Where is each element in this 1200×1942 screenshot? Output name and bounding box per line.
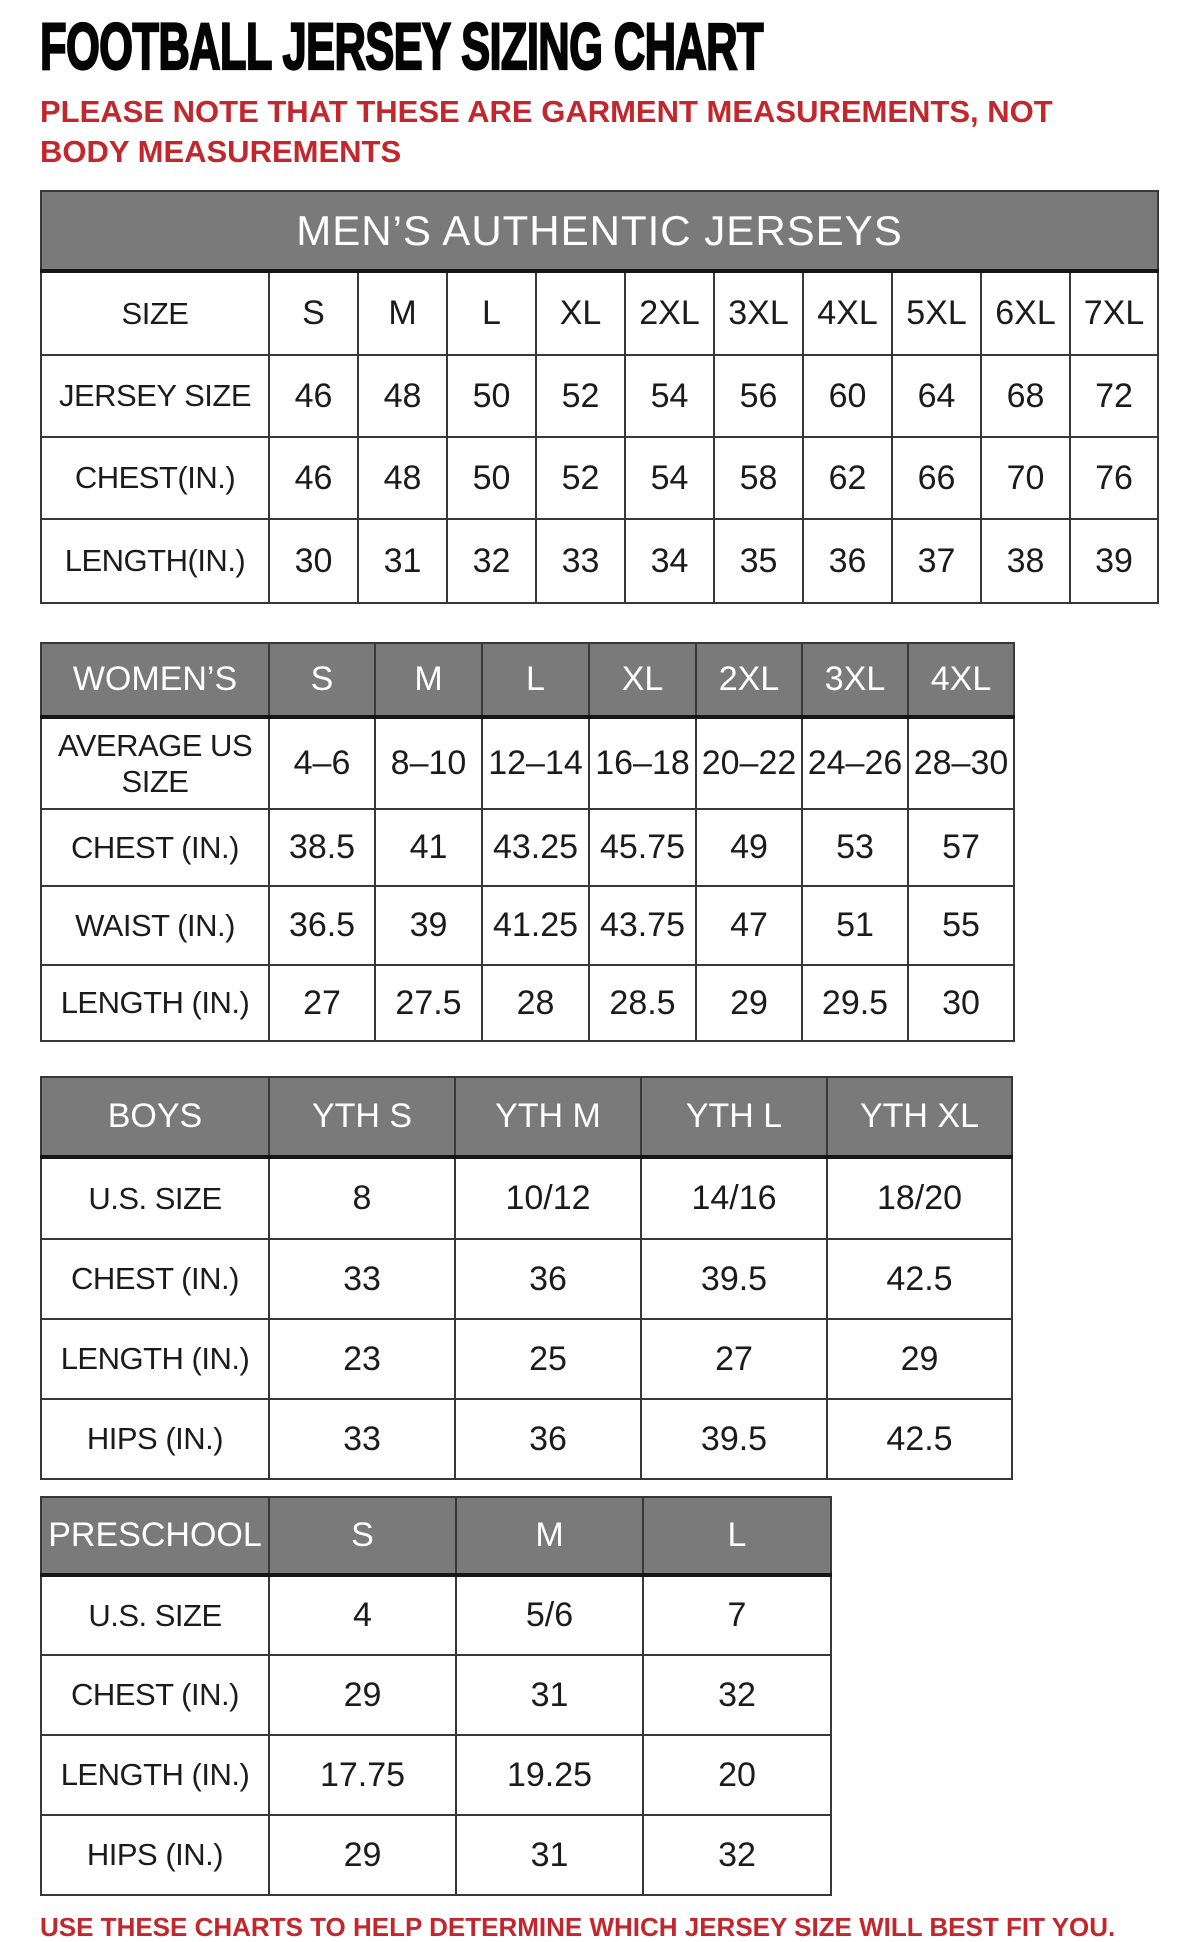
- table-cell: XL: [536, 271, 625, 355]
- table-cell: 12–14: [482, 717, 589, 809]
- boys-header-label: BOYS: [41, 1077, 269, 1157]
- table-cell: 72: [1070, 355, 1158, 437]
- table-cell: 16–18: [589, 717, 696, 809]
- table-cell: 39: [1070, 519, 1158, 603]
- table-cell: 57: [908, 809, 1014, 886]
- column-header: 3XL: [802, 643, 908, 717]
- table-cell: 18/20: [827, 1157, 1012, 1239]
- row-label: U.S. SIZE: [41, 1575, 269, 1655]
- table-cell: 76: [1070, 437, 1158, 519]
- table-row: [41, 1735, 831, 1815]
- row-label: HIPS (IN.): [41, 1399, 269, 1479]
- row-label: AVERAGE US SIZE: [41, 717, 269, 809]
- table-row: [41, 1575, 831, 1655]
- row-label: CHEST(IN.): [41, 437, 269, 519]
- column-header: S: [269, 1497, 456, 1575]
- table-cell: 36: [455, 1239, 641, 1319]
- table-cell: 37: [892, 519, 981, 603]
- table-cell: 20: [643, 1735, 831, 1815]
- row-label: HIPS (IN.): [41, 1815, 269, 1895]
- table-cell: 28.5: [589, 965, 696, 1041]
- preschool-header-label: PRESCHOOL: [41, 1497, 269, 1575]
- table-cell: 49: [696, 809, 802, 886]
- table-row: [41, 355, 1158, 437]
- row-label: LENGTH (IN.): [41, 1319, 269, 1399]
- table-cell: 31: [456, 1655, 643, 1735]
- table-row: [41, 519, 1158, 603]
- table-cell: M: [358, 271, 447, 355]
- table-cell: 17.75: [269, 1735, 456, 1815]
- table-cell: 4–6: [269, 717, 375, 809]
- table-cell: 54: [625, 437, 714, 519]
- table-cell: 8–10: [375, 717, 482, 809]
- table-row: [41, 1655, 831, 1735]
- column-header: YTH M: [455, 1077, 641, 1157]
- table-cell: 29: [269, 1815, 456, 1895]
- table-cell: 36: [803, 519, 892, 603]
- garment-measurements-note: PLEASE NOTE THAT THESE ARE GARMENT MEASUREMENTS, NOT BODY MEASUREMENTS: [40, 94, 1053, 169]
- table-cell: 58: [714, 437, 803, 519]
- table-cell: 41.25: [482, 886, 589, 965]
- table-cell: 23: [269, 1319, 455, 1399]
- table-cell: 48: [358, 437, 447, 519]
- column-header: XL: [589, 643, 696, 717]
- table-cell: 10/12: [455, 1157, 641, 1239]
- table-cell: 27: [269, 965, 375, 1041]
- table-cell: 55: [908, 886, 1014, 965]
- table-cell: 29: [827, 1319, 1012, 1399]
- table-row: [41, 1239, 1012, 1319]
- row-label: WAIST (IN.): [41, 886, 269, 965]
- table-cell: 31: [358, 519, 447, 603]
- table-cell: 50: [447, 437, 536, 519]
- table-cell: 27: [641, 1319, 827, 1399]
- table-row: [41, 1319, 1012, 1399]
- table-cell: 46: [269, 355, 358, 437]
- table-cell: 48: [358, 355, 447, 437]
- table-cell: 31: [456, 1815, 643, 1895]
- table-cell: 25: [455, 1319, 641, 1399]
- table-cell: 53: [802, 809, 908, 886]
- column-header: YTH S: [269, 1077, 455, 1157]
- table-row: [41, 1399, 1012, 1479]
- table-cell: 51: [802, 886, 908, 965]
- table-cell: L: [447, 271, 536, 355]
- boys-sizing-table: [40, 1076, 1013, 1480]
- table-row: [41, 886, 1014, 965]
- table-cell: 28: [482, 965, 589, 1041]
- table-row: [41, 809, 1014, 886]
- row-label: CHEST (IN.): [41, 1655, 269, 1735]
- table-cell: 4: [269, 1575, 456, 1655]
- table-cell: 43.25: [482, 809, 589, 886]
- table-cell: 8: [269, 1157, 455, 1239]
- column-header: M: [456, 1497, 643, 1575]
- table-cell: 32: [643, 1655, 831, 1735]
- row-label: U.S. SIZE: [41, 1157, 269, 1239]
- table-cell: 43.75: [589, 886, 696, 965]
- table-cell: 56: [714, 355, 803, 437]
- table-row: [41, 1815, 831, 1895]
- table-cell: 33: [269, 1399, 455, 1479]
- preschool-sizing-table: [40, 1496, 832, 1896]
- table-cell: 29: [696, 965, 802, 1041]
- womens-header-label: WOMEN’S: [41, 643, 269, 717]
- table-cell: 68: [981, 355, 1070, 437]
- table-cell: 38: [981, 519, 1070, 603]
- table-cell: 39: [375, 886, 482, 965]
- table-cell: 52: [536, 437, 625, 519]
- table-row: [41, 1157, 1012, 1239]
- row-label: CHEST (IN.): [41, 1239, 269, 1319]
- mens-authentic-jerseys-table: [40, 190, 1159, 604]
- table-cell: 64: [892, 355, 981, 437]
- table-cell: 52: [536, 355, 625, 437]
- table-cell: 36: [455, 1399, 641, 1479]
- table-cell: 42.5: [827, 1239, 1012, 1319]
- table-cell: 39.5: [641, 1399, 827, 1479]
- column-header: 4XL: [908, 643, 1014, 717]
- table-cell: 30: [269, 519, 358, 603]
- table-cell: 47: [696, 886, 802, 965]
- table-cell: 6XL: [981, 271, 1070, 355]
- table-cell: 70: [981, 437, 1070, 519]
- table-cell: 27.5: [375, 965, 482, 1041]
- table-cell: 32: [643, 1815, 831, 1895]
- table-cell: 66: [892, 437, 981, 519]
- column-header: YTH L: [641, 1077, 827, 1157]
- table-cell: 38.5: [269, 809, 375, 886]
- table-cell: 3XL: [714, 271, 803, 355]
- table-cell: 5XL: [892, 271, 981, 355]
- table-cell: 42.5: [827, 1399, 1012, 1479]
- table-cell: 62: [803, 437, 892, 519]
- table-row: [41, 271, 1158, 355]
- column-header: M: [375, 643, 482, 717]
- table-cell: 19.25: [456, 1735, 643, 1815]
- table-cell: 35: [714, 519, 803, 603]
- column-header: S: [269, 643, 375, 717]
- row-label: LENGTH (IN.): [41, 965, 269, 1041]
- table-cell: 5/6: [456, 1575, 643, 1655]
- table-cell: 2XL: [625, 271, 714, 355]
- table-cell: 32: [447, 519, 536, 603]
- table-row: [41, 437, 1158, 519]
- table-cell: 20–22: [696, 717, 802, 809]
- table-cell: 29: [269, 1655, 456, 1735]
- table-cell: 4XL: [803, 271, 892, 355]
- table-cell: 28–30: [908, 717, 1014, 809]
- row-label: CHEST (IN.): [41, 809, 269, 886]
- row-label: JERSEY SIZE: [41, 355, 269, 437]
- table-cell: 46: [269, 437, 358, 519]
- row-label: LENGTH(IN.): [41, 519, 269, 603]
- table-cell: 45.75: [589, 809, 696, 886]
- mens-section-header: MEN’S AUTHENTIC JERSEYS: [41, 191, 1158, 271]
- page-title: FOOTBALL JERSEY SIZING CHART: [40, 9, 763, 83]
- column-header: L: [482, 643, 589, 717]
- table-cell: 30: [908, 965, 1014, 1041]
- table-cell: 54: [625, 355, 714, 437]
- footer-note: USE THESE CHARTS TO HELP DETERMINE WHICH JERSEY SIZE WILL BEST FIT YOU.: [40, 1912, 1116, 1942]
- table-cell: 7: [643, 1575, 831, 1655]
- table-cell: 24–26: [802, 717, 908, 809]
- row-label: LENGTH (IN.): [41, 1735, 269, 1815]
- table-cell: 50: [447, 355, 536, 437]
- table-cell: 14/16: [641, 1157, 827, 1239]
- table-cell: 41: [375, 809, 482, 886]
- table-cell: S: [269, 271, 358, 355]
- table-cell: 36.5: [269, 886, 375, 965]
- table-cell: 33: [536, 519, 625, 603]
- column-header: L: [643, 1497, 831, 1575]
- table-cell: 7XL: [1070, 271, 1158, 355]
- column-header: 2XL: [696, 643, 802, 717]
- row-label: SIZE: [41, 271, 269, 355]
- table-cell: 34: [625, 519, 714, 603]
- table-cell: 33: [269, 1239, 455, 1319]
- table-cell: 60: [803, 355, 892, 437]
- table-row: [41, 965, 1014, 1041]
- column-header: YTH XL: [827, 1077, 1012, 1157]
- womens-sizing-table: [40, 642, 1015, 1042]
- table-cell: 39.5: [641, 1239, 827, 1319]
- table-cell: 29.5: [802, 965, 908, 1041]
- table-row: [41, 717, 1014, 809]
